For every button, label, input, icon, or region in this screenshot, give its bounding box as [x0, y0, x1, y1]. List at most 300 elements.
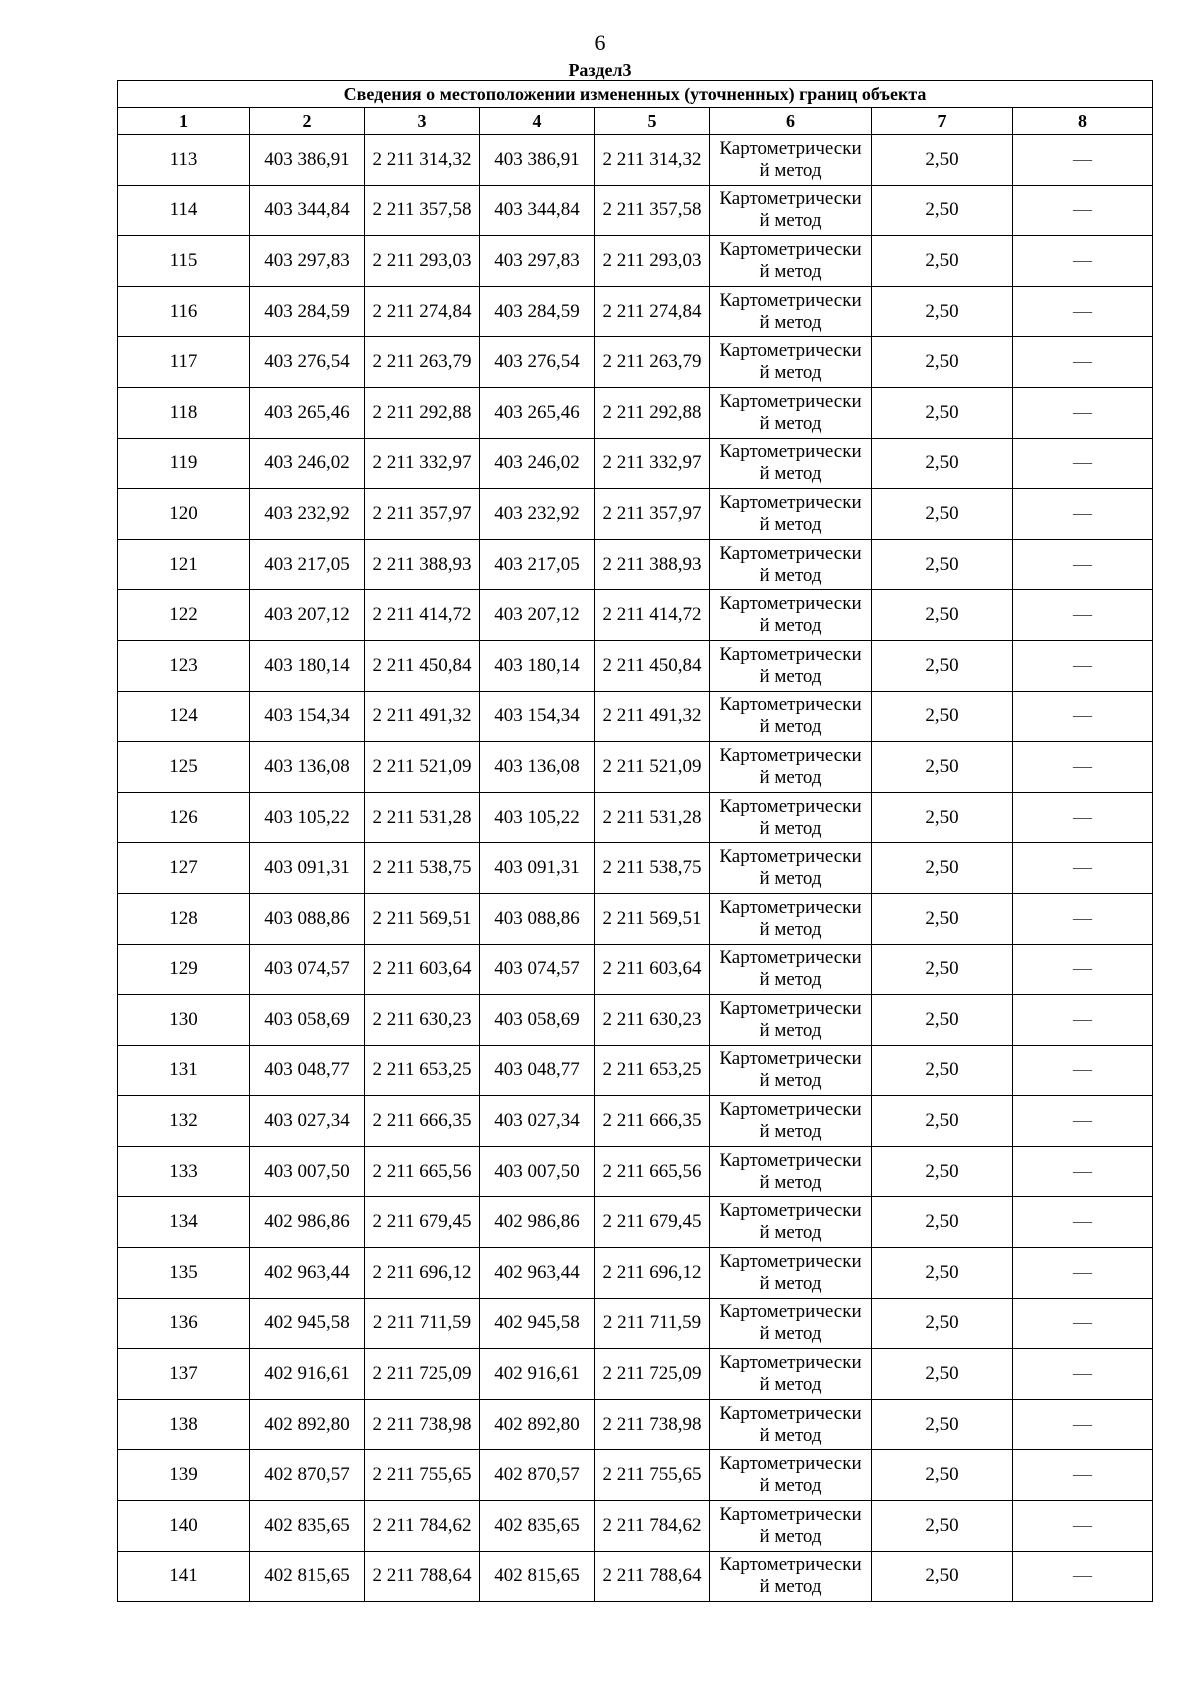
y-existing-cell: 2 211 696,12: [365, 1248, 480, 1299]
method-line-1: Картометрически: [719, 340, 862, 362]
x-existing-cell: 402 963,44: [250, 1248, 365, 1299]
y-new-cell: 2 211 521,09: [595, 742, 710, 793]
point-number-cell: 134: [118, 1197, 250, 1248]
y-new-cell: 2 211 696,12: [595, 1248, 710, 1299]
note-cell: —: [1013, 640, 1153, 691]
x-new-cell: 402 835,65: [480, 1501, 595, 1552]
method-cell: [710, 489, 872, 540]
y-existing-cell: 2 211 263,79: [365, 337, 480, 388]
x-new-cell: 402 986,86: [480, 1197, 595, 1248]
note-cell: —: [1013, 893, 1153, 944]
method-line-2: й метод: [759, 716, 822, 738]
y-new-cell: 2 211 784,62: [595, 1501, 710, 1552]
note-cell: —: [1013, 135, 1153, 186]
note-cell: —: [1013, 1045, 1153, 1096]
section-title: Раздел3: [568, 60, 632, 80]
point-number-cell: 126: [118, 792, 250, 843]
method-cell: [710, 691, 872, 742]
accuracy-cell: 2,50: [872, 1096, 1013, 1147]
method-line-2: й метод: [759, 1525, 822, 1547]
point-number-cell: 127: [118, 843, 250, 894]
y-existing-cell: 2 211 630,23: [365, 995, 480, 1046]
y-new-cell: 2 211 531,28: [595, 792, 710, 843]
accuracy-cell: 2,50: [872, 1248, 1013, 1299]
method-cell: [710, 1551, 872, 1602]
point-number-cell: 137: [118, 1349, 250, 1400]
method-line-1: Картометрически: [719, 289, 862, 311]
method-line-2: й метод: [759, 362, 822, 384]
note-cell: —: [1013, 1399, 1153, 1450]
table-row: [118, 1146, 1153, 1197]
method-line-1: Картометрически: [719, 491, 862, 513]
x-existing-cell: 403 048,77: [250, 1045, 365, 1096]
method-line-2: й метод: [759, 817, 822, 839]
method-line-2: й метод: [759, 969, 822, 991]
method-line-2: й метод: [759, 868, 822, 890]
column-number-header: 8: [1013, 108, 1153, 135]
point-number-cell: 136: [118, 1298, 250, 1349]
accuracy-cell: 2,50: [872, 1501, 1013, 1552]
method-line-1: Картометрически: [719, 1200, 862, 1222]
y-new-cell: 2 211 569,51: [595, 893, 710, 944]
accuracy-cell: 2,50: [872, 539, 1013, 590]
method-line-2: й метод: [759, 1171, 822, 1193]
accuracy-cell: 2,50: [872, 387, 1013, 438]
y-new-cell: 2 211 665,56: [595, 1146, 710, 1197]
x-existing-cell: 403 074,57: [250, 944, 365, 995]
note-cell: —: [1013, 1197, 1153, 1248]
note-cell: —: [1013, 337, 1153, 388]
accuracy-cell: 2,50: [872, 893, 1013, 944]
y-existing-cell: 2 211 357,97: [365, 489, 480, 540]
accuracy-cell: 2,50: [872, 1450, 1013, 1501]
column-number-header: 5: [595, 108, 710, 135]
point-number-cell: 130: [118, 995, 250, 1046]
point-number-cell: 115: [118, 236, 250, 287]
table-caption: Сведения о местоположении измененных (уточненных) границ объекта: [118, 81, 1153, 108]
x-new-cell: 403 180,14: [480, 640, 595, 691]
method-line-2: й метод: [759, 513, 822, 535]
x-existing-cell: 403 217,05: [250, 539, 365, 590]
point-number-cell: 116: [118, 286, 250, 337]
y-new-cell: 2 211 666,35: [595, 1096, 710, 1147]
point-number-cell: 131: [118, 1045, 250, 1096]
x-existing-cell: 402 892,80: [250, 1399, 365, 1450]
method-line-1: Картометрически: [719, 593, 862, 615]
method-line-1: Картометрически: [719, 238, 862, 260]
method-line-1: Картометрически: [719, 1301, 862, 1323]
x-existing-cell: 403 386,91: [250, 135, 365, 186]
note-cell: —: [1013, 792, 1153, 843]
y-existing-cell: 2 211 653,25: [365, 1045, 480, 1096]
method-cell: [710, 1146, 872, 1197]
method-line-2: й метод: [759, 665, 822, 687]
note-cell: —: [1013, 1349, 1153, 1400]
y-existing-cell: 2 211 711,59: [365, 1298, 480, 1349]
page-number: 6: [594, 30, 606, 55]
accuracy-cell: 2,50: [872, 742, 1013, 793]
note-cell: —: [1013, 489, 1153, 540]
x-existing-cell: 403 007,50: [250, 1146, 365, 1197]
y-new-cell: 2 211 630,23: [595, 995, 710, 1046]
table-row: [118, 337, 1153, 388]
method-line-2: й метод: [759, 1374, 822, 1396]
column-number-header: 1: [118, 108, 250, 135]
point-number-cell: 120: [118, 489, 250, 540]
table-row: [118, 640, 1153, 691]
note-cell: —: [1013, 539, 1153, 590]
table-row: [118, 135, 1153, 186]
method-line-1: Картометрически: [719, 137, 862, 159]
table-row: [118, 1501, 1153, 1552]
x-new-cell: 403 246,02: [480, 438, 595, 489]
accuracy-cell: 2,50: [872, 1146, 1013, 1197]
table-row: [118, 489, 1153, 540]
method-cell: [710, 792, 872, 843]
x-new-cell: 403 007,50: [480, 1146, 595, 1197]
accuracy-cell: 2,50: [872, 640, 1013, 691]
method-line-1: Картометрически: [719, 997, 862, 1019]
note-cell: —: [1013, 1501, 1153, 1552]
method-line-2: й метод: [759, 463, 822, 485]
y-existing-cell: 2 211 332,97: [365, 438, 480, 489]
y-new-cell: 2 211 755,65: [595, 1450, 710, 1501]
accuracy-cell: 2,50: [872, 691, 1013, 742]
table-row: [118, 590, 1153, 641]
x-new-cell: 403 136,08: [480, 742, 595, 793]
point-number-cell: 122: [118, 590, 250, 641]
y-new-cell: 2 211 603,64: [595, 944, 710, 995]
method-line-2: й метод: [759, 1019, 822, 1041]
x-new-cell: 403 048,77: [480, 1045, 595, 1096]
method-line-1: Картометрически: [719, 1099, 862, 1121]
x-existing-cell: 402 815,65: [250, 1551, 365, 1602]
method-cell: [710, 1298, 872, 1349]
note-cell: —: [1013, 1450, 1153, 1501]
point-number-cell: 114: [118, 185, 250, 236]
method-cell: [710, 1045, 872, 1096]
y-existing-cell: 2 211 603,64: [365, 944, 480, 995]
method-line-1: Картометрически: [719, 1250, 862, 1272]
method-cell: [710, 1096, 872, 1147]
method-line-2: й метод: [759, 210, 822, 232]
table-row: [118, 1551, 1153, 1602]
note-cell: —: [1013, 1096, 1153, 1147]
x-new-cell: 403 344,84: [480, 185, 595, 236]
x-new-cell: 403 217,05: [480, 539, 595, 590]
table-row: [118, 995, 1153, 1046]
accuracy-cell: 2,50: [872, 1045, 1013, 1096]
method-line-2: й метод: [759, 615, 822, 637]
note-cell: —: [1013, 1248, 1153, 1299]
column-number-header: 7: [872, 108, 1013, 135]
y-existing-cell: 2 211 491,32: [365, 691, 480, 742]
method-line-2: й метод: [759, 1475, 822, 1497]
point-number-cell: 123: [118, 640, 250, 691]
x-new-cell: 402 945,58: [480, 1298, 595, 1349]
method-cell: [710, 1501, 872, 1552]
table-row: [118, 387, 1153, 438]
x-existing-cell: 403 136,08: [250, 742, 365, 793]
y-existing-cell: 2 211 314,32: [365, 135, 480, 186]
note-cell: —: [1013, 691, 1153, 742]
method-cell: [710, 236, 872, 287]
y-new-cell: 2 211 388,93: [595, 539, 710, 590]
boundary-coordinates-table: [117, 80, 1153, 1602]
x-existing-cell: 402 870,57: [250, 1450, 365, 1501]
method-cell: [710, 387, 872, 438]
note-cell: —: [1013, 286, 1153, 337]
method-cell: [710, 1399, 872, 1450]
method-cell: [710, 944, 872, 995]
table-row: [118, 1349, 1153, 1400]
point-number-cell: 140: [118, 1501, 250, 1552]
x-existing-cell: 403 297,83: [250, 236, 365, 287]
accuracy-cell: 2,50: [872, 185, 1013, 236]
point-number-cell: 119: [118, 438, 250, 489]
method-line-2: й метод: [759, 1576, 822, 1598]
method-line-1: Картометрически: [719, 947, 862, 969]
method-line-1: Картометрически: [719, 846, 862, 868]
accuracy-cell: 2,50: [872, 337, 1013, 388]
y-new-cell: 2 211 263,79: [595, 337, 710, 388]
x-existing-cell: 403 105,22: [250, 792, 365, 843]
accuracy-cell: 2,50: [872, 438, 1013, 489]
method-line-1: Картометрически: [719, 1554, 862, 1576]
y-existing-cell: 2 211 755,65: [365, 1450, 480, 1501]
x-new-cell: 403 232,92: [480, 489, 595, 540]
note-cell: —: [1013, 742, 1153, 793]
x-existing-cell: 403 265,46: [250, 387, 365, 438]
x-new-cell: 403 074,57: [480, 944, 595, 995]
table-row: [118, 1197, 1153, 1248]
method-line-2: й метод: [759, 1272, 822, 1294]
note-cell: —: [1013, 185, 1153, 236]
y-new-cell: 2 211 711,59: [595, 1298, 710, 1349]
method-cell: [710, 843, 872, 894]
y-new-cell: 2 211 314,32: [595, 135, 710, 186]
method-line-2: й метод: [759, 159, 822, 181]
method-line-2: й метод: [759, 311, 822, 333]
note-cell: —: [1013, 236, 1153, 287]
y-existing-cell: 2 211 569,51: [365, 893, 480, 944]
x-new-cell: 402 892,80: [480, 1399, 595, 1450]
accuracy-cell: 2,50: [872, 135, 1013, 186]
method-line-1: Картометрически: [719, 1402, 862, 1424]
y-existing-cell: 2 211 388,93: [365, 539, 480, 590]
x-new-cell: 403 105,22: [480, 792, 595, 843]
table-row: [118, 944, 1153, 995]
y-new-cell: 2 211 679,45: [595, 1197, 710, 1248]
accuracy-cell: 2,50: [872, 843, 1013, 894]
y-existing-cell: 2 211 450,84: [365, 640, 480, 691]
point-number-cell: 125: [118, 742, 250, 793]
method-cell: [710, 185, 872, 236]
point-number-cell: 139: [118, 1450, 250, 1501]
table-row: [118, 185, 1153, 236]
y-existing-cell: 2 211 414,72: [365, 590, 480, 641]
y-new-cell: 2 211 357,58: [595, 185, 710, 236]
table-row: [118, 1045, 1153, 1096]
note-cell: —: [1013, 1146, 1153, 1197]
point-number-cell: 124: [118, 691, 250, 742]
method-cell: [710, 286, 872, 337]
y-existing-cell: 2 211 784,62: [365, 1501, 480, 1552]
y-existing-cell: 2 211 725,09: [365, 1349, 480, 1400]
note-cell: —: [1013, 590, 1153, 641]
method-cell: [710, 337, 872, 388]
note-cell: —: [1013, 438, 1153, 489]
table-row: [118, 1248, 1153, 1299]
y-existing-cell: 2 211 538,75: [365, 843, 480, 894]
accuracy-cell: 2,50: [872, 1298, 1013, 1349]
column-number-header: 6: [710, 108, 872, 135]
method-line-1: Картометрически: [719, 1352, 862, 1374]
accuracy-cell: 2,50: [872, 1349, 1013, 1400]
method-line-2: й метод: [759, 1323, 822, 1345]
table-row: [118, 1450, 1153, 1501]
x-new-cell: 403 276,54: [480, 337, 595, 388]
note-cell: —: [1013, 1551, 1153, 1602]
method-cell: [710, 539, 872, 590]
y-existing-cell: 2 211 666,35: [365, 1096, 480, 1147]
x-existing-cell: 403 180,14: [250, 640, 365, 691]
x-existing-cell: 403 154,34: [250, 691, 365, 742]
method-line-2: й метод: [759, 1070, 822, 1092]
x-existing-cell: 402 986,86: [250, 1197, 365, 1248]
table-row: [118, 236, 1153, 287]
x-new-cell: 403 091,31: [480, 843, 595, 894]
method-cell: [710, 893, 872, 944]
x-existing-cell: 402 945,58: [250, 1298, 365, 1349]
table-row: [118, 843, 1153, 894]
point-number-cell: 113: [118, 135, 250, 186]
method-line-1: Картометрически: [719, 795, 862, 817]
table-row: [118, 742, 1153, 793]
method-line-1: Картометрически: [719, 896, 862, 918]
method-cell: [710, 742, 872, 793]
y-existing-cell: 2 211 738,98: [365, 1399, 480, 1450]
accuracy-cell: 2,50: [872, 1551, 1013, 1602]
table-row: [118, 1298, 1153, 1349]
method-cell: [710, 438, 872, 489]
accuracy-cell: 2,50: [872, 995, 1013, 1046]
method-line-1: Картометрически: [719, 188, 862, 210]
note-cell: —: [1013, 387, 1153, 438]
x-existing-cell: 403 344,84: [250, 185, 365, 236]
method-cell: [710, 1197, 872, 1248]
method-cell: [710, 135, 872, 186]
method-line-2: й метод: [759, 412, 822, 434]
accuracy-cell: 2,50: [872, 590, 1013, 641]
accuracy-cell: 2,50: [872, 792, 1013, 843]
x-new-cell: 403 154,34: [480, 691, 595, 742]
point-number-cell: 141: [118, 1551, 250, 1602]
table-row: [118, 1399, 1153, 1450]
point-number-cell: 121: [118, 539, 250, 590]
method-cell: [710, 1248, 872, 1299]
x-existing-cell: 403 276,54: [250, 337, 365, 388]
x-new-cell: 402 815,65: [480, 1551, 595, 1602]
method-line-1: Картометрически: [719, 694, 862, 716]
y-new-cell: 2 211 414,72: [595, 590, 710, 641]
y-new-cell: 2 211 491,32: [595, 691, 710, 742]
y-existing-cell: 2 211 521,09: [365, 742, 480, 793]
method-line-1: Картометрически: [719, 390, 862, 412]
method-line-2: й метод: [759, 260, 822, 282]
method-line-1: Картометрически: [719, 643, 862, 665]
x-new-cell: 403 207,12: [480, 590, 595, 641]
method-line-1: Картометрически: [719, 1048, 862, 1070]
method-line-2: й метод: [759, 766, 822, 788]
note-cell: —: [1013, 944, 1153, 995]
table-row: [118, 286, 1153, 337]
table-row: [118, 438, 1153, 489]
x-new-cell: 402 963,44: [480, 1248, 595, 1299]
x-new-cell: 402 870,57: [480, 1450, 595, 1501]
y-new-cell: 2 211 357,97: [595, 489, 710, 540]
method-line-1: Картометрически: [719, 744, 862, 766]
x-existing-cell: 402 835,65: [250, 1501, 365, 1552]
y-existing-cell: 2 211 293,03: [365, 236, 480, 287]
x-new-cell: 403 386,91: [480, 135, 595, 186]
x-existing-cell: 403 246,02: [250, 438, 365, 489]
method-line-2: й метод: [759, 1424, 822, 1446]
x-new-cell: 402 916,61: [480, 1349, 595, 1400]
x-new-cell: 403 297,83: [480, 236, 595, 287]
y-new-cell: 2 211 292,88: [595, 387, 710, 438]
accuracy-cell: 2,50: [872, 1197, 1013, 1248]
note-cell: —: [1013, 843, 1153, 894]
column-number-header: 3: [365, 108, 480, 135]
y-new-cell: 2 211 450,84: [595, 640, 710, 691]
x-new-cell: 403 088,86: [480, 893, 595, 944]
y-existing-cell: 2 211 679,45: [365, 1197, 480, 1248]
x-existing-cell: 403 091,31: [250, 843, 365, 894]
x-existing-cell: 403 088,86: [250, 893, 365, 944]
table-row: [118, 893, 1153, 944]
x-new-cell: 403 058,69: [480, 995, 595, 1046]
accuracy-cell: 2,50: [872, 236, 1013, 287]
accuracy-cell: 2,50: [872, 489, 1013, 540]
y-new-cell: 2 211 274,84: [595, 286, 710, 337]
y-existing-cell: 2 211 788,64: [365, 1551, 480, 1602]
method-line-1: Картометрически: [719, 1503, 862, 1525]
method-line-1: Картометрически: [719, 1453, 862, 1475]
y-existing-cell: 2 211 357,58: [365, 185, 480, 236]
point-number-cell: 133: [118, 1146, 250, 1197]
method-line-1: Картометрически: [719, 542, 862, 564]
accuracy-cell: 2,50: [872, 944, 1013, 995]
x-existing-cell: 403 027,34: [250, 1096, 365, 1147]
method-cell: [710, 1349, 872, 1400]
method-line-2: й метод: [759, 1222, 822, 1244]
y-new-cell: 2 211 653,25: [595, 1045, 710, 1096]
note-cell: —: [1013, 995, 1153, 1046]
y-existing-cell: 2 211 292,88: [365, 387, 480, 438]
y-new-cell: 2 211 332,97: [595, 438, 710, 489]
y-new-cell: 2 211 788,64: [595, 1551, 710, 1602]
x-new-cell: 403 284,59: [480, 286, 595, 337]
column-number-header: 2: [250, 108, 365, 135]
method-cell: [710, 1450, 872, 1501]
y-existing-cell: 2 211 531,28: [365, 792, 480, 843]
point-number-cell: 128: [118, 893, 250, 944]
point-number-cell: 135: [118, 1248, 250, 1299]
y-new-cell: 2 211 725,09: [595, 1349, 710, 1400]
method-line-1: Картометрически: [719, 1149, 862, 1171]
y-existing-cell: 2 211 665,56: [365, 1146, 480, 1197]
